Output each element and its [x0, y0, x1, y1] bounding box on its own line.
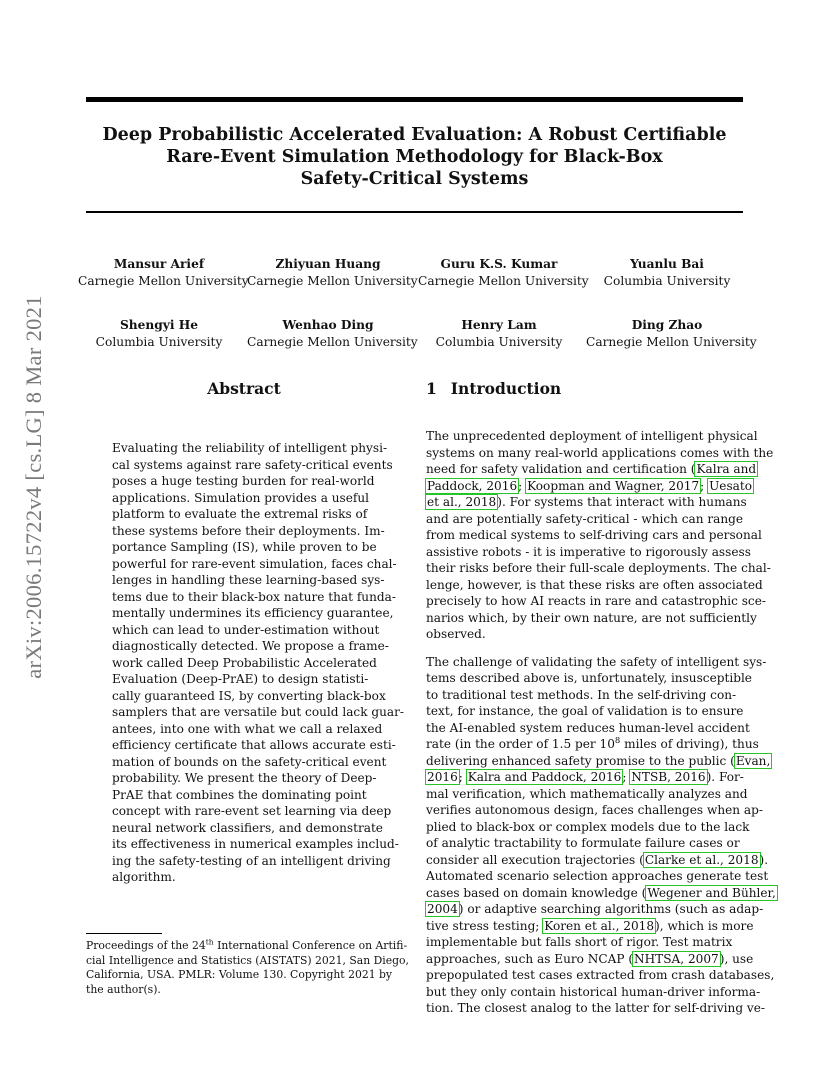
- author-affiliation: Carnegie Mellon University: [247, 273, 418, 288]
- author-block: [418, 317, 580, 350]
- body-line: from medical systems to self-driving cars and personal: [426, 528, 762, 542]
- citation-link[interactable]: Wegener and Bühler,: [647, 885, 776, 900]
- text-span: cases based on domain knowledge (: [426, 885, 647, 900]
- body-line: precisely to how AI reacts in rare and catastrophic sce-: [426, 594, 766, 608]
- intro-body: [426, 428, 776, 1028]
- author-block: [418, 256, 589, 289]
- text-span: ), which is more: [655, 918, 754, 933]
- body-line: [426, 901, 764, 918]
- body-line: text, for instance, the goal of validation is to ensure: [426, 704, 744, 718]
- abstract-line: samplers that are versatile but could lack guar-: [112, 705, 404, 719]
- text-span: tive stress testing;: [426, 918, 544, 933]
- citation-link[interactable]: NTSB, 2016: [631, 770, 706, 784]
- text-span: Proceedings of the 24: [86, 939, 206, 952]
- abstract-line: probability. We present the theory of Deep-: [112, 771, 377, 785]
- text-span: approaches, such as Euro NCAP (: [426, 951, 634, 966]
- body-line: [426, 951, 754, 968]
- title-line: Rare-Event Simulation Methodology for Black-Box: [166, 147, 663, 167]
- abstract-line: work called Deep Probabilistic Accelerated: [112, 655, 377, 670]
- footnote-line: California, USA. PMLR: Volume 130. Copyright 2021 by: [86, 968, 393, 982]
- abstract-line: efficiency certificate that allows accurate esti-: [112, 738, 396, 752]
- footnote-rule: [86, 933, 162, 934]
- superscript: 8: [614, 734, 621, 745]
- abstract-line: platform to evaluate the extremal risks of: [112, 507, 368, 521]
- footnote-line: cial Intelligence and Statistics (AISTATS) 2021, San Diego,: [86, 953, 409, 967]
- body-line: [426, 918, 754, 935]
- body-line: mal verification, which mathematically analyzes and: [426, 786, 748, 801]
- author-block: [586, 317, 757, 350]
- author-name: Guru K.S. Kumar: [440, 257, 558, 271]
- abstract-line: diagnostically detected. We propose a frame-: [112, 639, 389, 653]
- body-line: [426, 769, 744, 786]
- section-title: Introduction: [450, 379, 562, 398]
- section-heading: [426, 379, 561, 398]
- abstract-line: tems due to their black-box nature that funda-: [112, 589, 396, 604]
- text-span: ;: [700, 478, 709, 493]
- body-line: of analytic tractability to formulate failure cases or: [426, 836, 740, 850]
- abstract-line: concept with rare-event set learning via deep: [112, 804, 392, 818]
- abstract-line: its effectiveness in numerical examples includ-: [112, 837, 399, 851]
- text-span: miles of driving), thus: [620, 737, 759, 751]
- footnote-line: the author(s).: [86, 982, 161, 996]
- text-span: ).: [759, 852, 769, 867]
- author-affiliation: Carnegie Mellon University: [78, 273, 249, 288]
- abstract-heading: Abstract: [207, 379, 281, 398]
- citation-link[interactable]: Uesato: [709, 478, 753, 493]
- body-line: tems described above is, unfortunately, insusceptible: [426, 671, 752, 685]
- body-line: the AI-enabled system reduces human-level accident: [426, 720, 750, 735]
- abstract-line: PrAE that combines the dominating point: [112, 787, 367, 802]
- citation-link[interactable]: 2004: [427, 902, 458, 916]
- abstract-line: cally guaranteed IS, by converting black-box: [112, 688, 386, 703]
- abstract-line: antees, into one with what we call a relaxed: [112, 721, 383, 736]
- body-line: The unprecedented deployment of intelligent physical: [426, 429, 758, 443]
- abstract-body: [112, 440, 404, 886]
- body-line: [426, 494, 747, 511]
- body-line: The challenge of validating the safety of intelligent sys-: [426, 654, 767, 669]
- author-affiliation: Columbia University: [95, 334, 223, 349]
- arxiv-id: arXiv:2006.15722v4 [cs.LG] 8 Mar 2021: [21, 295, 47, 679]
- citation-link[interactable]: Paddock, 2016: [427, 478, 518, 493]
- superscript: th: [205, 937, 214, 947]
- title-rule: [86, 211, 743, 213]
- abstract-line: cal systems against rare safety-critical events: [112, 457, 393, 472]
- text-span: ;: [458, 770, 467, 784]
- section-number: 1: [426, 379, 437, 398]
- author-name: Mansur Arief: [113, 257, 205, 271]
- abstract-line: applications. Simulation provides a useful: [112, 490, 370, 505]
- text-span: ). For systems that interact with humans: [497, 495, 747, 509]
- author-affiliation: Carnegie Mellon University: [586, 334, 757, 349]
- text-span: International Conference on Artifi-: [213, 939, 408, 952]
- body-line: [426, 852, 769, 869]
- body-line: prepopulated test cases extracted from crash databases,: [426, 968, 775, 982]
- abstract-line: algorithm.: [112, 870, 176, 884]
- author-name: Yuanlu Bai: [630, 257, 704, 271]
- body-line: to traditional test methods. In the self-driving con-: [426, 687, 737, 702]
- citation-link[interactable]: Evan,: [735, 753, 771, 768]
- body-line: systems on many real-world applications comes with the: [426, 445, 774, 460]
- title-line: Deep Probabilistic Accelerated Evaluation: A Robust Certifiable: [102, 125, 727, 145]
- text-span: ;: [518, 478, 527, 493]
- body-line: Automated scenario selection approaches generate test: [426, 869, 769, 883]
- body-line: lenge, however, is that these risks are often associated: [426, 577, 763, 592]
- body-line: verifies autonomous design, faces challenges when ap-: [426, 803, 763, 817]
- citation-link[interactable]: Koopman and Wagner, 2017: [527, 478, 700, 493]
- body-line: plied to black-box or complex models due to the lack: [426, 819, 750, 834]
- citation-link[interactable]: NHTSA, 2007: [634, 951, 719, 966]
- author-affiliation: Carnegie Mellon University: [247, 334, 418, 349]
- body-line: tion. The closest analog to the latter for self-driving ve-: [426, 1001, 765, 1015]
- body-line: [426, 478, 753, 495]
- author-block: [247, 317, 418, 350]
- body-line: their risks before their full-scale deployments. The chal-: [426, 561, 771, 575]
- abstract-line: lenges in handling these learning-based sys-: [112, 573, 385, 587]
- intro-paragraph: [426, 428, 774, 643]
- top-rule: [86, 97, 743, 102]
- author-block: [78, 256, 249, 289]
- citation-link[interactable]: Koren et al., 2018: [544, 918, 655, 933]
- text-span: delivering enhanced safety promise to the public (: [426, 753, 735, 768]
- text-span: consider all execution trajectories (: [426, 852, 644, 867]
- text-span: ), use: [719, 951, 754, 966]
- body-line: implementable but falls short of rigor. Test matrix: [426, 935, 733, 949]
- author-name: Zhiyuan Huang: [275, 257, 381, 271]
- citation-link[interactable]: et al., 2018: [427, 495, 497, 509]
- body-line: [426, 885, 776, 902]
- arxiv-stamp: [20, 293, 48, 681]
- abstract-line: ing the safety-testing of an intelligent driving: [112, 853, 391, 868]
- author-block: [586, 256, 748, 289]
- text-span: need for safety validation and certification (: [426, 462, 696, 476]
- citation-link[interactable]: 2016: [427, 770, 458, 784]
- abstract-line: Evaluation (Deep-PrAE) to design statisti-: [112, 672, 369, 686]
- citation-link[interactable]: Kalra and: [696, 462, 757, 476]
- abstract-line: poses a huge testing burden for real-world: [112, 474, 375, 488]
- author-name: Wenhao Ding: [282, 318, 374, 332]
- body-line: but they only contain historical human-driver informa-: [426, 984, 761, 999]
- citation-link[interactable]: Kalra and Paddock, 2016: [467, 770, 622, 784]
- text-span: ). For-: [706, 770, 744, 784]
- author-affiliation: Columbia University: [603, 273, 731, 288]
- author-affiliation: Carnegie Mellon University: [418, 273, 589, 288]
- text-span: ;: [622, 770, 631, 784]
- abstract-line: these systems before their deployments. Im-: [112, 523, 385, 538]
- author-block: [247, 256, 418, 289]
- author-block: [78, 317, 240, 350]
- abstract-line: Evaluating the reliability of intelligent physi-: [112, 441, 388, 455]
- abstract-line: powerful for rare-event simulation, faces chal-: [112, 556, 397, 571]
- body-line: assistive robots - it is imperative to rigorously assess: [426, 544, 751, 559]
- citation-link[interactable]: Clarke et al., 2018: [644, 852, 759, 867]
- intro-paragraph: [426, 654, 776, 1017]
- author-name: Henry Lam: [461, 318, 537, 332]
- text-span: ) or adaptive searching algorithms (such as adap-: [458, 902, 764, 916]
- author-name: Ding Zhao: [631, 318, 703, 332]
- abstract-line: mation of bounds on the safety-critical event: [112, 754, 387, 769]
- abstract-line: neural network classifiers, and demonstrate: [112, 820, 383, 835]
- body-line: observed.: [426, 627, 486, 641]
- abstract-line: portance Sampling (IS), while proven to be: [112, 540, 377, 554]
- footnote: [86, 939, 409, 997]
- footnote-line: [86, 939, 409, 954]
- abstract-line: mentally undermines its efficiency guarantee,: [112, 606, 394, 620]
- body-line: [426, 461, 757, 478]
- body-line: [426, 734, 759, 753]
- paper-title: [86, 124, 743, 190]
- text-span: rate (in the order of 1.5 per 10: [426, 737, 615, 751]
- author-name: Shengyi He: [119, 318, 199, 332]
- body-line: [426, 753, 771, 770]
- body-line: narios which, by their own nature, are not sufficiently: [426, 610, 757, 625]
- author-affiliation: Columbia University: [435, 334, 563, 349]
- abstract-line: which can lead to under-estimation without: [112, 622, 380, 637]
- body-line: and are potentially safety-critical - which can range: [426, 511, 744, 526]
- title-line: Safety-Critical Systems: [300, 169, 529, 189]
